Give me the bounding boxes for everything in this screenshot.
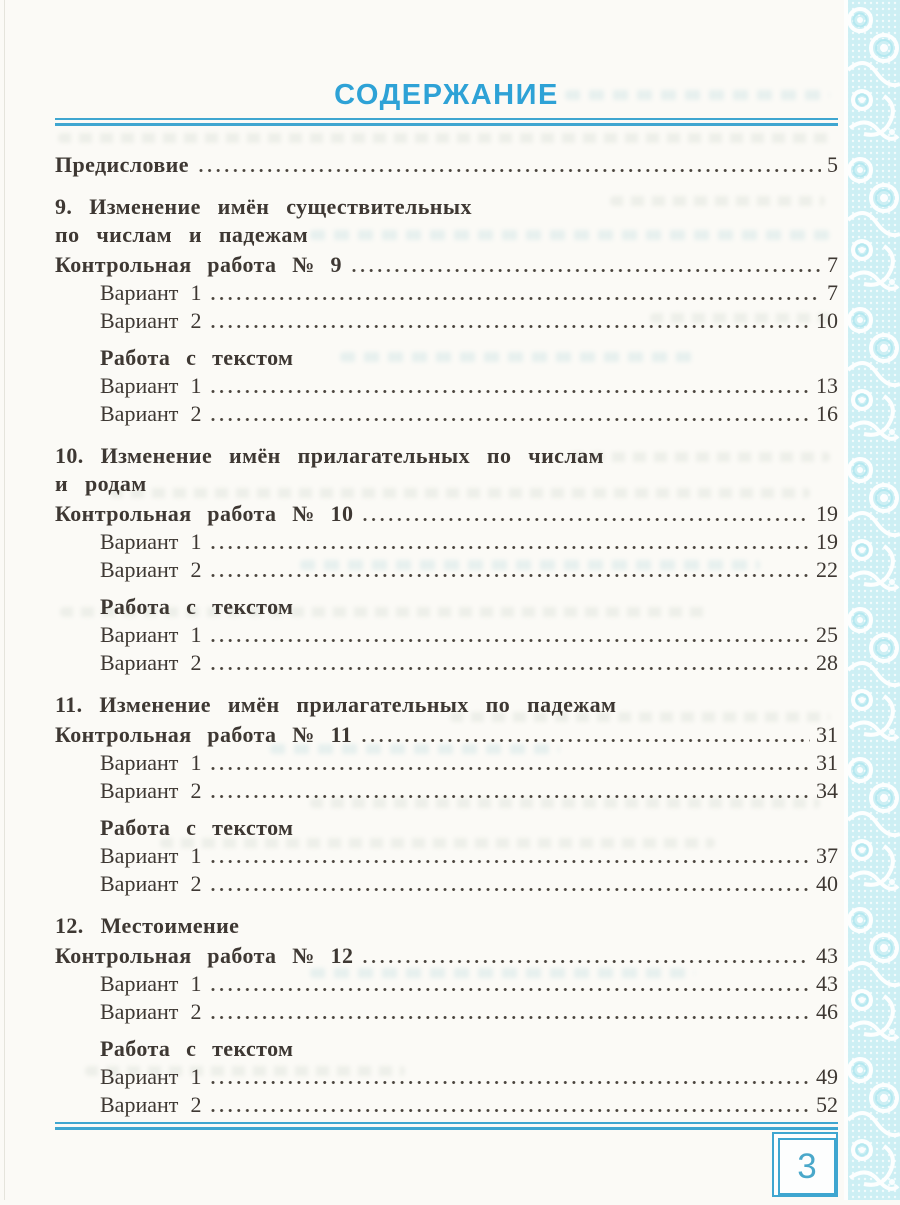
dot-leader <box>209 885 810 894</box>
dot-leader <box>350 266 821 275</box>
toc-entry <box>55 372 838 400</box>
toc-entry <box>55 528 838 556</box>
dot-leader <box>209 985 810 994</box>
toc-item-label: Предисловие <box>55 152 189 177</box>
toc-section-heading <box>55 193 838 221</box>
toc-entry <box>55 251 838 279</box>
toc-item-page: 10 <box>816 308 838 333</box>
dot-leader <box>209 1078 810 1087</box>
toc-item-page: 43 <box>816 971 838 996</box>
toc-item-page: 43 <box>816 943 838 968</box>
toc-item-label: Контрольная работа № 11 <box>55 722 353 747</box>
toc-item-page: 37 <box>816 843 838 868</box>
toc-item-label: Вариант 1 <box>100 1064 202 1089</box>
toc-item-label: Вариант 2 <box>100 401 202 426</box>
toc-item-page: 16 <box>816 401 838 426</box>
toc-item-label: Вариант 2 <box>100 308 202 333</box>
toc-entry <box>55 870 838 898</box>
toc-entry <box>55 649 838 677</box>
dot-leader <box>209 1106 810 1115</box>
toc-item-page: 7 <box>827 280 838 305</box>
toc-item-label: Работа с текстом <box>100 594 294 619</box>
toc-item-label: Вариант 2 <box>100 1092 202 1117</box>
dot-leader <box>197 166 821 175</box>
toc-entry <box>55 842 838 870</box>
toc-item-label: Вариант 1 <box>100 280 202 305</box>
dot-leader <box>209 792 810 801</box>
toc-item-label: Контрольная работа № 12 <box>55 943 354 968</box>
toc-section-heading <box>55 691 838 719</box>
toc-item-label: Контрольная работа № 9 <box>55 252 342 277</box>
toc-item-page: 7 <box>827 252 838 277</box>
lace-pattern-svg <box>844 0 900 1200</box>
toc-entry <box>55 1063 838 1091</box>
toc-item-label: Работа с текстом <box>100 345 294 370</box>
toc-item-label: Вариант 1 <box>100 750 202 775</box>
page-number: 3 <box>778 1138 836 1195</box>
toc-item-page: 40 <box>816 871 838 896</box>
dot-leader <box>209 387 810 396</box>
page-title: СОДЕРЖАНИЕ <box>334 79 559 111</box>
dot-leader <box>360 736 810 745</box>
toc-entry <box>55 400 838 428</box>
title-rule <box>55 118 838 126</box>
toc-item-label: и родам <box>55 471 147 496</box>
toc-item-label: Контрольная работа № 10 <box>55 501 354 526</box>
toc-item-page: 19 <box>816 529 838 554</box>
toc-item-page: 28 <box>816 650 838 675</box>
dot-leader <box>209 857 810 866</box>
toc-entry <box>55 777 838 805</box>
toc-item-page: 46 <box>816 999 838 1024</box>
dot-leader <box>209 543 810 552</box>
toc-entry <box>55 970 838 998</box>
dot-leader <box>209 294 821 303</box>
toc-item-label: по числам и падежам <box>55 222 309 247</box>
toc-item-label: Вариант 2 <box>100 871 202 896</box>
dot-leader <box>209 571 810 580</box>
footer-rule <box>55 1122 838 1130</box>
toc-item-page: 25 <box>816 622 838 647</box>
dot-leader <box>209 664 810 673</box>
toc-entry <box>55 721 838 749</box>
toc-list <box>55 151 838 1119</box>
toc-item-label: Вариант 2 <box>100 557 202 582</box>
toc-section-heading <box>55 442 838 470</box>
toc-entry <box>55 151 838 179</box>
toc-entry <box>55 1091 838 1119</box>
toc-subheading <box>55 1035 838 1063</box>
toc-item-page: 31 <box>816 750 838 775</box>
toc-item-page: 49 <box>816 1064 838 1089</box>
toc-section-heading <box>55 912 838 940</box>
toc-section-heading <box>55 470 838 498</box>
toc-item-label: 12. Местоимение <box>55 913 240 938</box>
dot-leader <box>209 322 810 331</box>
toc-item-label: Вариант 2 <box>100 999 202 1024</box>
toc-item-page: 52 <box>816 1092 838 1117</box>
toc-item-page: 5 <box>827 152 838 177</box>
toc-entry <box>55 998 838 1026</box>
dot-leader <box>209 415 810 424</box>
toc-subheading <box>55 344 838 372</box>
toc-item-label: Вариант 1 <box>100 843 202 868</box>
page-number-box <box>772 1132 838 1197</box>
scan-edge-artifact <box>4 0 5 1200</box>
toc-item-label: 9. Изменение имён существительных <box>55 194 472 219</box>
toc-item-label: Вариант 1 <box>100 622 202 647</box>
toc-item-page: 34 <box>816 778 838 803</box>
toc-item-page: 19 <box>816 501 838 526</box>
dot-leader <box>209 764 810 773</box>
toc-item-label: 11. Изменение имён прилагательных по падежам <box>55 692 617 717</box>
dot-leader <box>361 957 810 966</box>
dot-leader <box>361 515 810 524</box>
toc-item-label: Работа с текстом <box>100 815 294 840</box>
toc-entry <box>55 307 838 335</box>
toc-subheading <box>55 593 838 621</box>
toc-item-label: Вариант 2 <box>100 778 202 803</box>
toc-item-label: Вариант 1 <box>100 971 202 996</box>
toc-item-label: 10. Изменение имён прилагательных по числам <box>55 443 604 468</box>
toc-item-page: 22 <box>816 557 838 582</box>
toc-subheading <box>55 814 838 842</box>
toc-section-heading <box>55 221 838 249</box>
toc-item-label: Вариант 1 <box>100 373 202 398</box>
lace-border <box>844 0 900 1200</box>
toc-entry <box>55 749 838 777</box>
toc-entry <box>55 500 838 528</box>
toc-item-label: Вариант 2 <box>100 650 202 675</box>
content-area <box>55 0 838 1130</box>
toc-entry <box>55 556 838 584</box>
toc-entry <box>55 279 838 307</box>
toc-item-page: 13 <box>816 373 838 398</box>
toc-item-page: 31 <box>816 722 838 747</box>
dot-leader <box>209 1013 810 1022</box>
toc-entry <box>55 621 838 649</box>
toc-item-label: Работа с текстом <box>100 1036 294 1061</box>
toc-entry <box>55 942 838 970</box>
toc-item-label: Вариант 1 <box>100 529 202 554</box>
dot-leader <box>209 636 810 645</box>
